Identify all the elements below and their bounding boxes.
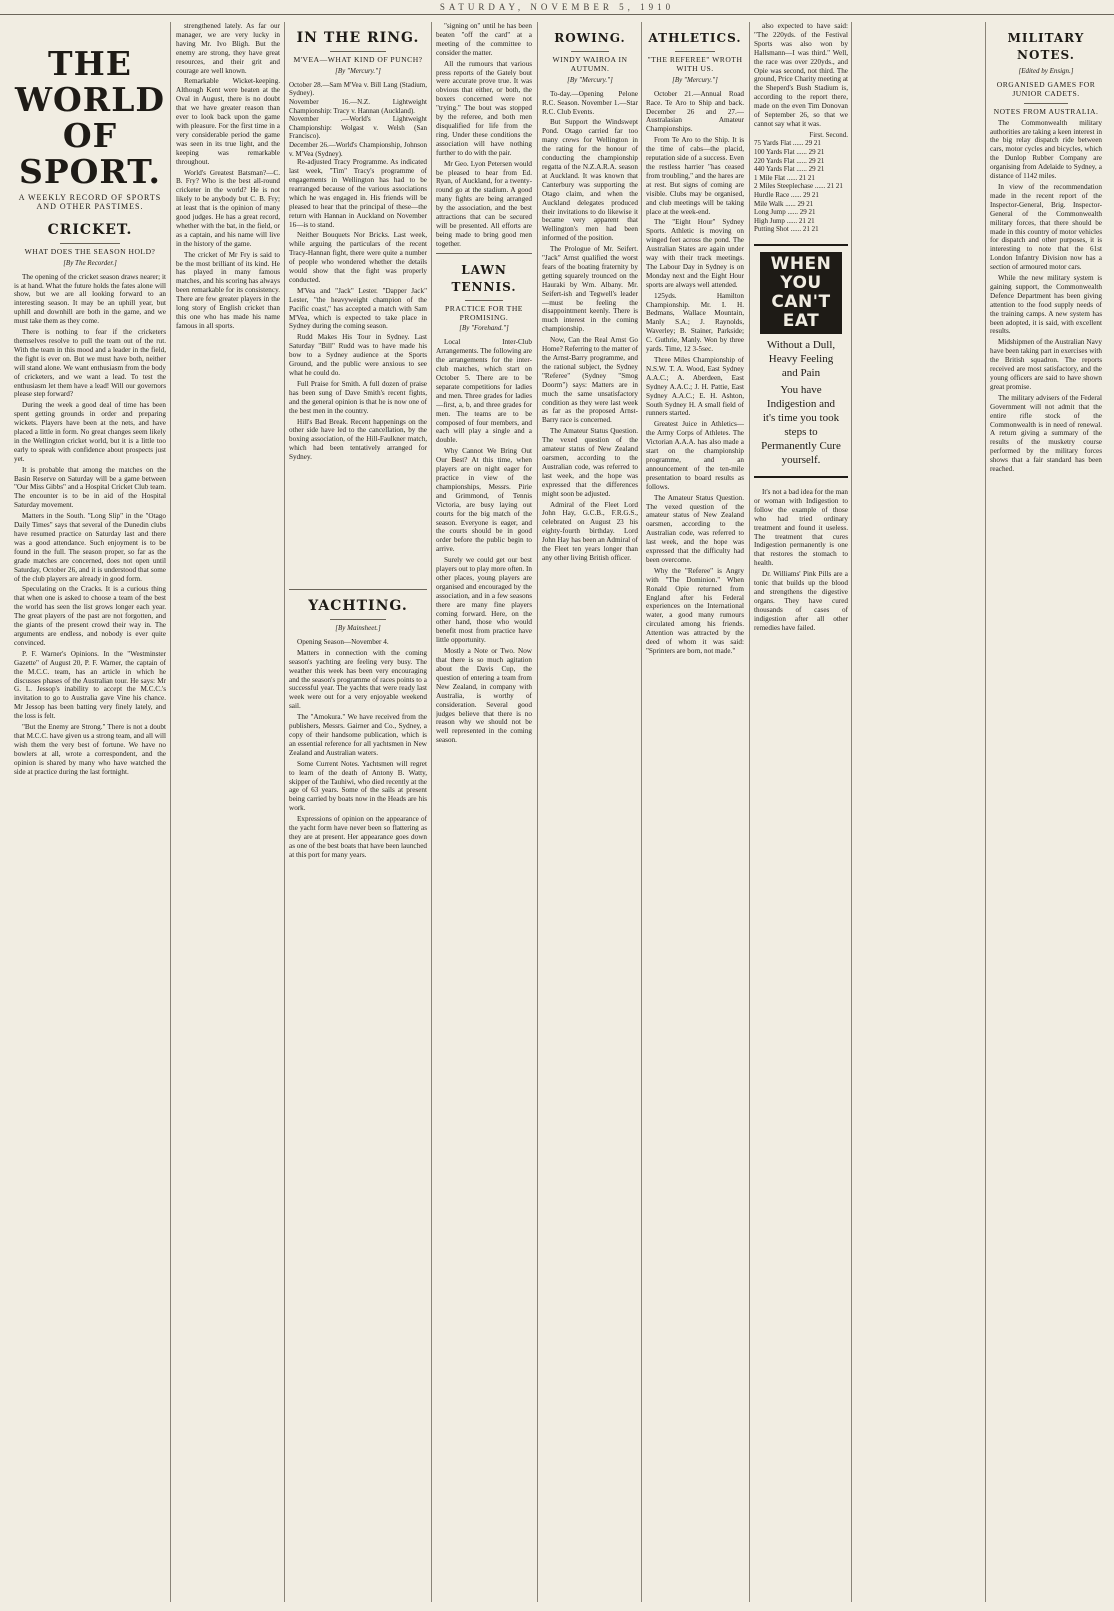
article-paragraph: The Amateur Status Question. The vexed question of the amateur status of New Zealand oarsmen, according to the Australian code, was referred to last week, and the hope was expressed that the differences might soon be adjusted.: [542, 427, 638, 498]
article-paragraph: Why Cannot We Bring Out Our Best? At this time, when players are on night eager for practice in view of the championships, Messrs. Pirie and Grimmond, of Tennis Victoria, are busy laying out courts for the big match of the season. Everyone is eager, and the courts should be in good order before the public begin to arrive.: [436, 447, 532, 554]
article-paragraph: The Prologue of Mr. Seifert. "Jack" Arnst qualified the worst fears of the boating fraternity by getting squarely trounced on the Hauraki by Wm. Albany. Mr. Seifert-ish and Tegwell's leader—must be feeling the disappointment keenly. There is much interest in the coming championship.: [542, 245, 638, 334]
article-paragraph: To-day.—Opening Pelone R.C. Season. November 1.—Star R.C. Club Events.: [542, 89, 638, 116]
article-paragraph: Midshipmen of the Australian Navy have been taking part in exercises with the British squadron. The reports received are most satisfactory, and the young officers are said to have shown great promise.: [990, 338, 1102, 391]
article-paragraph: Re-adjusted Tracy Programme. As indicated last week, "Tim" Tracy's programme of engagements in Wellington has had to be rearranged because of the various associations which he was engaged in. His friends will be pleased to hear that the principal of these—the return with Hannan in Auckland on November 16—is to stand.: [289, 158, 427, 229]
results-header: First. Second.: [809, 130, 848, 139]
article-paragraph: Speculating on the Cracks. It is a curious thing that when one is asked to choose a team of the best the world has seen the list grows longer each year. The great players of the past are not forgotten, and the giants of the present crowd their way in. The arguments are endless, and nobody is ever quite convinced.: [14, 585, 166, 647]
column-rule: [985, 22, 986, 1602]
article-paragraph: From Te Aro to the Ship. It is the time of cabs—the placid, reputation side of a success. Even the restless harrier "has ceased from troubling," and the hares are at rest. But signs of coming are visible. Clubs may be organised, and club meetings will be taking place at the week-end.: [646, 136, 744, 216]
article-paragraph: Mostly a Note or Two. Now that there is so much agitation about the Davis Cup, the question of entering a team from New Zealand, in company with Australia, is worthy of consideration. Several good judges believe that there is no reason why we should not be well represented in the coming season.: [436, 647, 532, 745]
column-rule: [431, 22, 432, 1602]
section-heading-boxing: IN THE RING.: [296, 30, 420, 46]
section-heading-military: MILITARY NOTES.: [1007, 31, 1085, 62]
article-paragraph: While the new military system is gaining support, the Commonwealth Defence Department has been giving attention to the food supply needs of the training camps. A new system has been adopted, it is said, with excellent results.: [990, 274, 1102, 336]
article-paragraph: Dr. Williams' Pink Pills are a tonic that builds up the blood and strengthens the digestive organs. They have cured thousands of cases of indigestion after all other remedies have failed.: [754, 570, 848, 632]
article-paragraph: Surely we could get our best players out to play more often. In other places, young players are organised and encouraged by the association, and in a few seasons there are many fine players coming forward. Here, on the other hand, those who would benefit most from practice have little opportunity.: [436, 556, 532, 645]
article-paragraph: Hill's Bad Break. Recent happenings on the other side have led to the cancellation, by the boxing association, of the Hill-Faulkner match, which had been tentatively arranged for Sydney.: [289, 417, 427, 462]
section-heading-lawn-tennis: LAWN TENNIS.: [451, 262, 517, 294]
article-paragraph: The Commonwealth military authorities are taking a keen interest in the big relay dispatch ride between cars, motor cycles and bicycles, which the Dunlop Rubber Company are organising from Adelaide to Sydney, a distance of 1142 miles.: [990, 118, 1102, 181]
results-row: 100 Yards Flat ...... 29 21: [754, 148, 825, 157]
article-deck: ORGANISED GAMES FOR JUNIOR CADETS.: [996, 79, 1096, 98]
article-byline: [By "Mercury."]: [672, 75, 718, 84]
article-byline: [By The Recorder.]: [63, 258, 117, 267]
article-paragraph: Local Inter-Club Arrangements. The following are the arrangements for the inter-club matches, which start on October 5. There are to be separate competitions for ladies and men. Three grades for ladies—first, a, b, and three grades for men. The teams are to be composed of four members, and each will play a single and a double.: [436, 338, 532, 445]
advert-line: You have Indigestion and it's time you took steps to Permanently Cure yourself.: [761, 384, 841, 466]
results-row: Mile Walk ...... 29 21: [754, 199, 814, 208]
article-deck: M'VEA—WHAT KIND OF PUNCH?: [293, 55, 423, 64]
column-6: [754, 22, 848, 1602]
article-paragraph: also expected to have said: "The 220yds. of the Festival Sports was also won by Hallsmann—I was third." Well, the race was over 220yds., and Opie was second, not third. The ground, Price Charity meeting at the Sheperd's Bush Stadium is, according to the report there, made on the even Tim Donovan of September 26, so that we cannot say what it was.: [754, 22, 848, 128]
page-title: THE WORLD OF SPORT.: [14, 44, 166, 191]
article-paragraph: World's Greatest Batsman?—C. B. Fry? Who is the best all-round cricketer in the world? He is not likely to be anybody but C. B. Fry; at least that is the opinion of many good judges. He has a great record, whether with the bat, in the field, or as a captain, and his name will live in the history of the game.: [176, 168, 280, 248]
article-paragraph: Remarkable Wicket-keeping. Although Kent were beaten at the Oval in August, there is no doubt that we have greater reason than ever to look back upon the game with pleasure. For the first time in a very considerable period the game was seen in its true light, and the keeping was remarkable throughout.: [176, 77, 280, 166]
article-paragraph: M'Vea and "Jack" Lester. "Dapper Jack" Lester, "the heavyweight champion of the Pacific coast," has accepted a match with Sam M'Vea, which is expected to take place in Sydney during the coming season.: [289, 286, 427, 331]
article-byline: [By Mainsheet.]: [335, 624, 381, 632]
article-paragraph: Why the "Referee" is Angry with "The Dominion." When Ronald Opie returned from England after his Federal experiences on the International water, a good many rumours circulated among his friends. Attention was attracted by the deed of whom it was said: "Sprinters are born, not made.": [646, 566, 744, 655]
article-paragraph: The military advisers of the Federal Government will not admit that the entire rifle stock of the Commonwealth is in need of renewal. A return giving a summary of the results of the musketry course performed by the military forces shows that a fair standard has been reached.: [990, 393, 1102, 474]
column-rule: [284, 22, 285, 1602]
article-paragraph: Neither Bouquets Nor Bricks. Last week, while arguing the particulars of the recent Tracy-Hannan fight, there were quite a number of people who wondered whether the details would show that the fight was properly conducted.: [289, 231, 427, 284]
article-paragraph: "But the Enemy are Strong." There is not a doubt that M.C.C. have given us a strong team, and all will wish them the very best of fortune. We have no bowlers at all, wrote a correspondent, and the opinion is shared by many who have watched the side at practice during the last fortnight.: [14, 723, 166, 776]
article-byline: [By "Forehand."]: [459, 324, 509, 333]
column-2: [176, 22, 280, 1602]
section-heading-rowing: ROWING.: [554, 31, 626, 45]
article-paragraph: The "Amokura." We have received from the publishers, Messrs. Gairner and Co., Sydney, a copy of their handsome publication, which is an essential reference for all yachtsmen in New Zealand and Australian waters.: [289, 713, 427, 757]
article-paragraph: Full Praise for Smith. A full dozen of praise has been sung of Dave Smith's recent fights, and the general opinion is that he is now one of the best men in the country.: [289, 379, 427, 415]
article-byline: [Edited by Ensign.]: [1018, 67, 1074, 75]
column-rule: [749, 22, 750, 1602]
column-rule: [851, 22, 852, 1602]
section-heading-cricket: CRICKET.: [47, 221, 133, 238]
article-paragraph: The Amateur Status Question. The vexed question of the amateur status of New Zealand oarsmen, according to the Australian code, was referred to last week, and the hope was expressed that the difficulty had been overcome.: [646, 493, 744, 564]
column-4: [436, 22, 532, 1602]
article-paragraph: P. F. Warner's Opinions. In the "Westminster Gazette" of August 20, P. F. Warner, the captain of the M.C.C. team, has an article in which he discusses phases of the Australian tour. He says: Mr G. L. Jessop's inability to accept the M.C.C.'s invitation to go to Australia gave Vine his chance. Mr Jessop has been batting very finely lately, and the loss is felt.: [14, 649, 166, 721]
fixture-item: November .—World's Lightweight Championship: Wolgast v. Welsh (San Francisco).: [289, 115, 427, 141]
results-table: [754, 131, 848, 234]
article-paragraph: Greatest Juice in Athletics—the Army Corps of Athletes. The Victorian A.A.A. has also made a start on the championship programme, and an announcement of the ten-mile presentation to board results as follows.: [646, 420, 744, 491]
article-paragraph: October 21.—Annual Road Race. Te Aro to Ship and back. December 26 and 27.—Australasian Amateur Championships.: [646, 89, 744, 134]
article-deck: WINDY WAIROA IN AUTUMN.: [552, 55, 628, 73]
article-paragraph: It is probable that among the matches on the Basin Reserve on Saturday will be a game between "Our Miss Gibbs" and a Hospital Cricket Club team. The encounter is to be in aid of the Hospital Saturday movement.: [14, 465, 166, 510]
running-header: SATURDAY, NOVEMBER 5, 1910: [0, 0, 1114, 15]
article-paragraph: Rudd Makes His Tour in Sydney. Last Saturday "Bill" Rudd was to have made his bow to a Sydney audience at the Sports Ground, and the public were anxious to see what he could do.: [289, 333, 427, 377]
article-deck: "THE REFEREE" WROTH WITH US.: [647, 55, 743, 73]
article-paragraph: The "Eight Hour" Sydney Sports. Athletic is moving on winged feet across the pond. The Australian States are again under way with their track meetings. The Labour Day in Sydney is on Monday next and the Eight Hour sports are always well attended.: [646, 218, 744, 289]
results-row: Hurdle Race ...... 29 21: [754, 191, 819, 200]
results-row: High Jump ...... 21 21: [754, 216, 815, 225]
article-paragraph: Three Miles Championship of N.S.W. T. A. Wood, East Sydney A.A.C.; A. Aberdeen, East Sydney A.A.C.; J. H. Pattie, East Sydney A.A.C.; E. H. Ashton, South Sydney H. A small field of runners started.: [646, 356, 744, 418]
results-row: 1 Mile Flat ...... 21 21: [754, 173, 815, 182]
column-rule: [641, 22, 642, 1602]
advert-headline: WHEN YOU CAN'T EAT: [760, 252, 842, 334]
column-5: [646, 22, 744, 1602]
results-row: Putting Shot ...... 21 21: [754, 225, 819, 234]
article-paragraph: 125yds. Hamilton Championship. Mr. I. H. Bedmans, Wallace Mountain, Manly S.A.; J. Raynolds, Waverley; B. Stainer, Parkside; C. Guthrie, Manly. Won by three yards. Time, 12 3-5sec.: [646, 291, 744, 354]
column-7-blank-guard: [856, 22, 980, 1602]
column-3-yachting: [289, 585, 427, 1602]
article-deck: WHAT DOES THE SEASON HOLD?: [24, 246, 156, 256]
section-heading-athletics: ATHLETICS.: [648, 31, 742, 45]
article-paragraph: Matters in the South. "Long Slip" in the "Otago Daily Times" says that several of the Dunedin clubs have resumed practice on Saturday last and there was a good attendance. Such enjoyment is to be found in the full. The season proper, so far as the grade matches are concerned, does not open until Saturday, October 26, and it is understood that some of the club players are already in good form.: [14, 512, 166, 583]
article-paragraph: It's not a bad idea for the man or woman with Indigestion to follow the example of those who had tried ordinary treatment and found it useless. The treatment that cures Indigestion permanently is one that restores the stomach to health.: [754, 488, 848, 568]
article-paragraph: All the rumours that various press reports of the Gately bout were accurate prove true. It was obvious that either, or both, the boxers concerned were not "trying." The bout was stopped by the referee, and both men disqualified for life from the ring. Under these conditions the association will have nothing further to do with the pair.: [436, 59, 532, 157]
results-row: 75 Yards Flat ...... 29 21: [754, 139, 821, 148]
advertisement: [754, 244, 848, 478]
article-paragraph: Opening Season—November 4.: [297, 637, 389, 646]
results-row: 440 Yards Flat ...... 29 21: [754, 165, 825, 174]
article-paragraph: Matters in connection with the coming season's yachting are feeling very busy. The weather this week has been very encouraging and the season's programme of races points to a successful year. The yachts that were ready last week were out for a very enjoyable weekend sail.: [289, 648, 427, 711]
column-rule: [537, 22, 538, 1602]
column-7: [990, 22, 1102, 1602]
column-rule: [170, 22, 171, 1602]
results-row: 220 Yards Flat ...... 29 21: [754, 156, 825, 165]
article-paragraph: Now, Can the Real Arnst Go Home? Referring to the matter of the Arnst-Barry programme, and the rational subject, the Sydney "Referee" (Sydney "Smog Doorm") says: Matters are in much the same unsatisfactory condition as they were last week as far as the proposed Arnst-Barry race is concerned.: [542, 336, 638, 425]
results-row: 2 Miles Steeplechase ...... 21 21: [754, 182, 843, 191]
article-paragraph: There is nothing to fear if the cricketers themselves resolve to pull the team out of the rut. With the team in this mood and a leader in the field, the fight is ever on. But we must have both, neither will stand alone. We want enthusiasm from the body of cricketers, and we want a lead. To test the enthusiasm let them have a lead! Will our governors please step forward?: [14, 328, 166, 399]
article-paragraph: Some Current Notes. Yachtsmen will regret to learn of the death of Antony B. Watty, skipper of the Tauhiwi, who died recently at the age of 63 years. Some of the sails at present being carried by boats now in the Heads are his work.: [289, 759, 427, 813]
article-byline: [By "Mercury."]: [335, 66, 381, 75]
article-byline: [By "Mercury."]: [567, 75, 613, 84]
article-deck: PRACTICE FOR THE PROMISING.: [445, 303, 523, 322]
article-paragraph: Admiral of the Fleet Lord John Hay, G.C.B., F.R.G.S., celebrated on August 23 his eighty-fourth birthday. Lord John Hay has been an Admiral of the Fleet ten years longer than any other living British officer.: [542, 500, 638, 562]
fixture-list: [289, 81, 427, 158]
article-paragraph: strengthened lately. As far our manager, we are very lucky in having Mr. Ivo Bligh. But the enemy are strong, they have great resources, and their grit and courage are well known.: [176, 22, 280, 75]
article-paragraph: Mr Geo. Lyon Petersen would be pleased to hear from Ed. Ryan, of Auckland, for a twenty-round go at the stadium. A good many fights are being arranged by the association, and the best attractions that can be secured will be presented. All efforts are being made to bring good men together.: [436, 159, 532, 248]
article-paragraph: During the week a good deal of time has been spent getting grounds in order and preparing wickets. Players have been at the nets, and have placed a little in form. No great changes seem likely in the Wellington cricket world, but it is a little too early to speak with confidence about prospects just yet.: [14, 401, 166, 463]
article-deck-2: NOTES FROM AUSTRALIA.: [993, 106, 1099, 116]
article-paragraph: The opening of the cricket season draws nearer; it is at hand. What the future holds the fates alone will show, but we are all looking forward to an interesting season. It may be an uphill year, but uphill and downhill are both in the game, and we must take them as they come.: [14, 272, 166, 326]
column-1: [14, 22, 166, 1602]
section-heading-yachting: YACHTING.: [308, 598, 408, 614]
results-row: Long Jump ...... 29 21: [754, 208, 816, 217]
fixture-item: October 28.—Sam M'Vea v. Bill Lang (Stadium, Sydney).: [289, 80, 427, 98]
article-paragraph: In view of the recommendation made in the recent report of the Inspector-General, Brig. Inspector-General of the Commonwealth military forces, that there should be made in this country of motor vehicles for dispatch and other purposes, it is interesting to note that the 61st London Infantry Division now has a section of armoured motor cars.: [990, 182, 1102, 272]
advert-line: Without a Dull, Heavy Feeling and Pain: [766, 339, 836, 379]
fixture-item: December 26.—World's Championship, Johnson v. M'Vea (Sydney).: [289, 140, 427, 158]
article-paragraph: The cricket of Mr Fry is said to be the most brilliant of its kind. He has played in many famous matches, and his scoring has always been remarkable for its consistency. There are few greater players in the long story of English cricket than this one who has made his name famous in all sports.: [176, 250, 280, 330]
article-paragraph: But Support the Windswept Pond. Otago carried far too many crews for Wellington in the rating for the honour of conducting the championship regatta of the N.Z.A.R.A. season at Auckland. It was known that Canterbury was supporting the Otago claim, and when the Auckland delegates produced their invitations to do likewise it became very apparent that Wellington's men had been informed of the position.: [542, 118, 638, 243]
page-subtitle: A WEEKLY RECORD OF SPORTS AND OTHER PASTIMES.: [18, 193, 162, 211]
article-paragraph: Expressions of opinion on the appearance of the yacht form have never been so flattering as they are at present. Her appearance goes down as one of the best boats that have been launched at this port for many years.: [289, 815, 427, 859]
article-paragraph: "signing on" until he has been beaten "off the card" at a meeting of the committee to consider the matter.: [436, 22, 532, 57]
column-4b: [542, 22, 638, 1602]
fixture-item: November 16.—N.Z. Lightweight Championship: Tracy v. Hannan (Auckland).: [289, 98, 427, 115]
